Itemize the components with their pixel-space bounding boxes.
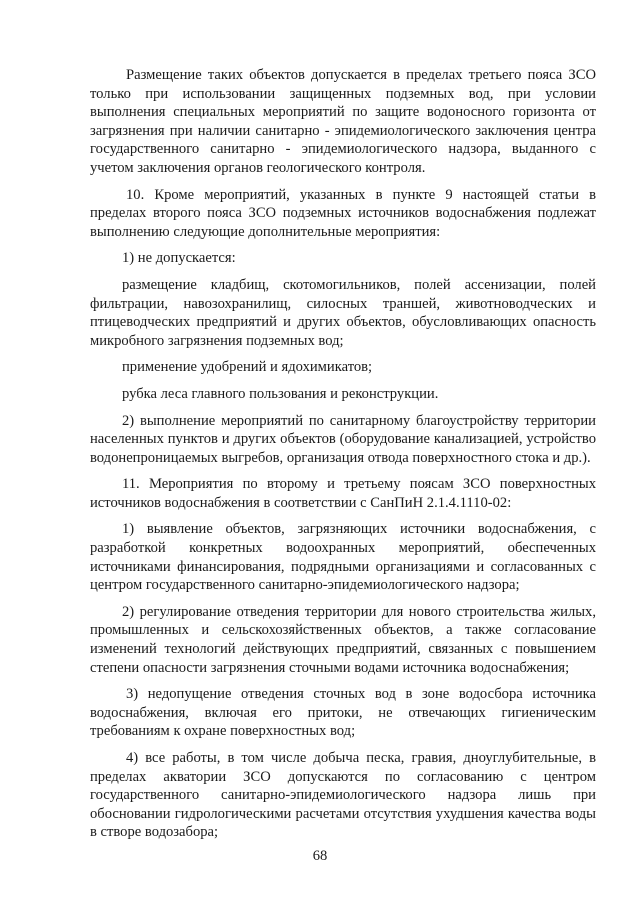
document-body	[90, 66, 596, 842]
paragraph-fertilizers: применение удобрений и ядохимикатов;	[122, 359, 373, 376]
paragraph-identify-objects: 1) выявление объектов, загрязняющих источники водоснабжения, с разработкой конкретных водоохранных мероприятий, обеспеченных источниками финансирования, подрядными организациями и согласованных с центром государственного санитарно-эпидемиологического надзора;	[90, 521, 596, 594]
paragraph-regulate-allotment: 2) регулирование отведения территории для нового строительства жилых, промышленных и сельскохозяйственных объектов, а также согласование изменений технологий действующих предприятий, связанных с повышением степени опасности загрязнения сточными водами источника водоснабжения;	[90, 603, 596, 676]
paragraph-all-works: 4) все работы, в том числе добыча песка, гравия, дноуглубительные, в пределах акватории ЗСО допускаются по согласованию с центром государственного санитарно-эпидемиологического надзора лишь при обосновании гидрологическими расчетами отсутствия ухудшения качества воды в створе водозабора;	[90, 750, 596, 841]
paragraph-placement-conditions: Размещение таких объектов допускается в пределах третьего пояса ЗСО только при использовании защищенных подземных вод, при условии выполнения специальных мероприятий по защите водоносного горизонта от загрязнения при наличии санитарно - эпидемиологического заключения центра государственного санитарно - эпидемиологического надзора, выданного с учетом заключения органов геологического контроля.	[90, 67, 596, 176]
paragraph-item-10: 10. Кроме мероприятий, указанных в пункте 9 настоящей статьи в пределах второго пояса ЗСО подземных источников водоснабжения подлежат выполнению следующие дополнительные мероприятия:	[90, 186, 596, 240]
paragraph-cemeteries-placement: размещение кладбищ, скотомогильников, полей ассенизации, полей фильтрации, навозохранилищ, силосных траншей, животноводческих и птицеводческих предприятий и других объектов, обусловливающих опасность микробного загрязнения подземных вод;	[90, 276, 596, 349]
paragraph-no-wastewater: 3) недопущение отведения сточных вод в зоне водосбора источника водоснабжения, включая его притоки, не отвечающих гигиеническим требованиям к охране поверхностных вод;	[90, 686, 596, 740]
paragraph-item-11: 11. Мероприятия по второму и третьему поясам ЗСО поверхностных источников водоснабжения в соответствии с СанПиН 2.1.4.1110-02:	[90, 476, 596, 511]
paragraph-sanitary-improvement: 2) выполнение мероприятий по санитарному благоустройству территории населенных пунктов и других объектов (оборудование канализацией, устройство водонепроницаемых выгребов, организация отвода поверхностного стока и др.).	[90, 412, 596, 466]
paragraph-not-allowed: 1) не допускается:	[122, 250, 236, 267]
paragraph-logging: рубка леса главного пользования и реконструкции.	[122, 385, 439, 402]
page-number: 68	[312, 848, 328, 864]
